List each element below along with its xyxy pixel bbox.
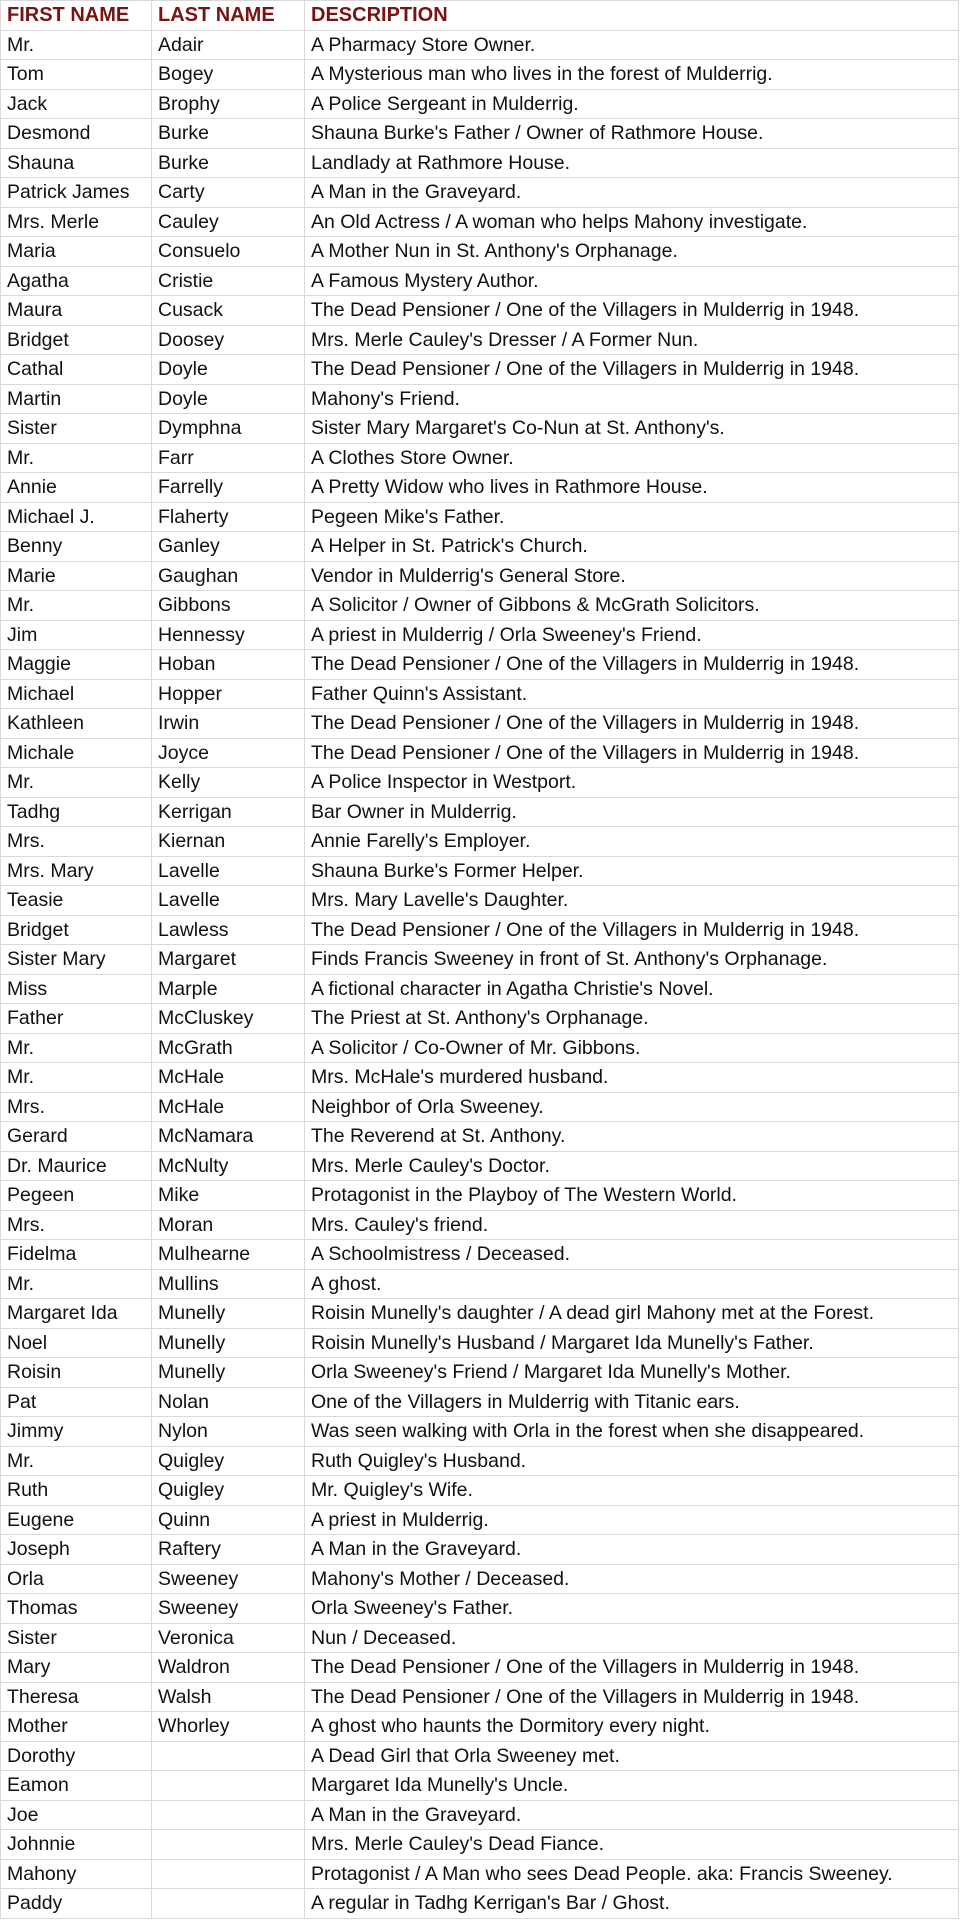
first-name-cell: Theresa [1,1682,152,1712]
description-cell: The Dead Pensioner / One of the Villagers in Mulderrig in 1948. [305,296,959,326]
description-cell: Annie Farelly's Employer. [305,827,959,857]
first-name-cell: Miss [1,974,152,1004]
table-row [1,1771,959,1801]
table-row [1,738,959,768]
last-name-cell: Sweeney [152,1564,305,1594]
first-name-cell: Mr. [1,443,152,473]
first-name-cell: Mr. [1,768,152,798]
table-row [1,1240,959,1270]
description-cell: Neighbor of Orla Sweeney. [305,1092,959,1122]
last-name-cell: Farr [152,443,305,473]
table-row [1,679,959,709]
last-name-cell: McNamara [152,1122,305,1152]
description-cell: Orla Sweeney's Father. [305,1594,959,1624]
last-name-cell: Lavelle [152,856,305,886]
description-cell: A Famous Mystery Author. [305,266,959,296]
last-name-cell: Cusack [152,296,305,326]
first-name-cell: Maria [1,237,152,267]
first-name-cell: Fidelma [1,1240,152,1270]
table-row [1,768,959,798]
description-cell: A priest in Mulderrig. [305,1505,959,1535]
table-row [1,1830,959,1860]
last-name-cell [152,1800,305,1830]
first-name-cell: Margaret Ida [1,1299,152,1329]
table-row [1,1535,959,1565]
description-cell: Finds Francis Sweeney in front of St. Anthony's Orphanage. [305,945,959,975]
description-cell: Mrs. McHale's murdered husband. [305,1063,959,1093]
description-cell: Mrs. Merle Cauley's Dead Fiance. [305,1830,959,1860]
first-name-cell: Marie [1,561,152,591]
description-cell: A Mother Nun in St. Anthony's Orphanage. [305,237,959,267]
description-cell: A Dead Girl that Orla Sweeney met. [305,1741,959,1771]
description-cell: A Clothes Store Owner. [305,443,959,473]
first-name-cell: Jimmy [1,1417,152,1447]
first-name-cell: Sister Mary [1,945,152,975]
description-cell: A priest in Mulderrig / Orla Sweeney's Friend. [305,620,959,650]
table-row [1,561,959,591]
last-name-cell [152,1830,305,1860]
last-name-cell: Lavelle [152,886,305,916]
description-cell: The Reverend at St. Anthony. [305,1122,959,1152]
description-cell: Orla Sweeney's Friend / Margaret Ida Munelly's Mother. [305,1358,959,1388]
last-name-cell: McHale [152,1092,305,1122]
last-name-cell: McCluskey [152,1004,305,1034]
last-name-cell [152,1741,305,1771]
first-name-cell: Mr. [1,1063,152,1093]
table-row [1,1387,959,1417]
first-name-cell: Annie [1,473,152,503]
last-name-cell: Cauley [152,207,305,237]
table-row [1,1299,959,1329]
first-name-cell: Paddy [1,1889,152,1919]
table-row [1,89,959,119]
table-row [1,797,959,827]
last-name-cell: Burke [152,148,305,178]
table-row [1,1210,959,1240]
description-cell: Pegeen Mike's Father. [305,502,959,532]
last-name-cell: Waldron [152,1653,305,1683]
first-name-cell: Mrs. Merle [1,207,152,237]
first-name-cell: Mr. [1,1269,152,1299]
table-row [1,414,959,444]
first-name-cell: Maggie [1,650,152,680]
description-cell: Mrs. Cauley's friend. [305,1210,959,1240]
table-row [1,1623,959,1653]
table-row [1,384,959,414]
description-cell: Protagonist / A Man who sees Dead People. aka: Francis Sweeney. [305,1859,959,1889]
last-name-cell: Moran [152,1210,305,1240]
description-cell: Mrs. Mary Lavelle's Daughter. [305,886,959,916]
first-name-cell: Agatha [1,266,152,296]
header-row [1,1,959,31]
last-name-cell: Quigley [152,1476,305,1506]
description-cell: Mahony's Mother / Deceased. [305,1564,959,1594]
first-name-cell: Tom [1,60,152,90]
first-name-cell: Roisin [1,1358,152,1388]
description-cell: The Dead Pensioner / One of the Villagers in Mulderrig in 1948. [305,650,959,680]
first-name-cell: Eugene [1,1505,152,1535]
first-name-cell: Thomas [1,1594,152,1624]
description-cell: Mahony's Friend. [305,384,959,414]
description-cell: A Man in the Graveyard. [305,1800,959,1830]
table-row [1,1004,959,1034]
description-cell: Margaret Ida Munelly's Uncle. [305,1771,959,1801]
description-cell: A Helper in St. Patrick's Church. [305,532,959,562]
last-name-cell: Veronica [152,1623,305,1653]
description-cell: A Solicitor / Co-Owner of Mr. Gibbons. [305,1033,959,1063]
description-cell: One of the Villagers in Mulderrig with Titanic ears. [305,1387,959,1417]
first-name-cell: Johnnie [1,1830,152,1860]
last-name-cell: Kerrigan [152,797,305,827]
last-name-cell: Burke [152,119,305,149]
description-cell: Shauna Burke's Former Helper. [305,856,959,886]
first-name-cell: Bridget [1,325,152,355]
last-name-cell: Flaherty [152,502,305,532]
table-row [1,443,959,473]
first-name-cell: Cathal [1,355,152,385]
table-row [1,237,959,267]
description-cell: The Dead Pensioner / One of the Villagers in Mulderrig in 1948. [305,709,959,739]
description-cell: Father Quinn's Assistant. [305,679,959,709]
table-row [1,178,959,208]
first-name-cell: Noel [1,1328,152,1358]
table-row [1,1889,959,1919]
description-cell: Roisin Munelly's daughter / A dead girl Mahony met at the Forest. [305,1299,959,1329]
table-row [1,1653,959,1683]
description-cell: A Mysterious man who lives in the forest of Mulderrig. [305,60,959,90]
last-name-cell: Brophy [152,89,305,119]
last-name-cell: Quigley [152,1446,305,1476]
first-name-cell: Mr. [1,30,152,60]
table-row [1,886,959,916]
last-name-cell: Farrelly [152,473,305,503]
table-row [1,502,959,532]
description-cell: Mrs. Merle Cauley's Doctor. [305,1151,959,1181]
description-cell: A Police Inspector in Westport. [305,768,959,798]
table-body [1,30,959,1918]
first-name-cell: Martin [1,384,152,414]
table-row [1,1594,959,1624]
description-cell: Protagonist in the Playboy of The Western World. [305,1181,959,1211]
first-name-cell: Kathleen [1,709,152,739]
first-name-cell: Desmond [1,119,152,149]
first-name-cell: Mr. [1,1446,152,1476]
table-row [1,1063,959,1093]
description-cell: The Priest at St. Anthony's Orphanage. [305,1004,959,1034]
last-name-cell: Hoban [152,650,305,680]
last-name-cell: Marple [152,974,305,1004]
first-name-cell: Benny [1,532,152,562]
first-name-cell: Gerard [1,1122,152,1152]
first-name-cell: Patrick James [1,178,152,208]
table-row [1,1505,959,1535]
first-name-cell: Shauna [1,148,152,178]
last-name-cell: Consuelo [152,237,305,267]
description-cell: Landlady at Rathmore House. [305,148,959,178]
first-name-cell: Michael J. [1,502,152,532]
table-row [1,709,959,739]
description-cell: An Old Actress / A woman who helps Mahony investigate. [305,207,959,237]
first-name-cell: Tadhg [1,797,152,827]
description-cell: A ghost. [305,1269,959,1299]
last-name-cell: Lawless [152,915,305,945]
table-row [1,1417,959,1447]
first-name-cell: Mrs. Mary [1,856,152,886]
last-name-cell: Raftery [152,1535,305,1565]
last-name-cell: Munelly [152,1358,305,1388]
last-name-cell: McGrath [152,1033,305,1063]
first-name-cell: Mr. [1,1033,152,1063]
last-name-cell: Munelly [152,1299,305,1329]
last-name-cell: Doyle [152,384,305,414]
last-name-cell: Quinn [152,1505,305,1535]
first-name-cell: Orla [1,1564,152,1594]
description-cell: The Dead Pensioner / One of the Villagers in Mulderrig in 1948. [305,355,959,385]
first-name-cell: Mrs. [1,1092,152,1122]
table-row [1,355,959,385]
last-name-cell: Mullins [152,1269,305,1299]
last-name-cell: Whorley [152,1712,305,1742]
last-name-cell: Dymphna [152,414,305,444]
last-name-cell: Joyce [152,738,305,768]
first-name-cell: Joe [1,1800,152,1830]
table-row [1,473,959,503]
first-name-cell: Mrs. [1,1210,152,1240]
last-name-cell: Doosey [152,325,305,355]
last-name-cell: Nylon [152,1417,305,1447]
last-name-cell: Hennessy [152,620,305,650]
table-row [1,296,959,326]
table-row [1,1741,959,1771]
last-name-cell: Hopper [152,679,305,709]
table-row [1,915,959,945]
table-row [1,266,959,296]
last-name-cell [152,1771,305,1801]
table-row [1,827,959,857]
header-first-name: FIRST NAME [1,1,152,31]
last-name-cell: Kiernan [152,827,305,857]
table-row [1,1358,959,1388]
table-row [1,1328,959,1358]
description-cell: Mr. Quigley's Wife. [305,1476,959,1506]
last-name-cell: Cristie [152,266,305,296]
table-row [1,591,959,621]
first-name-cell: Sister [1,414,152,444]
table-row [1,119,959,149]
description-cell: The Dead Pensioner / One of the Villagers in Mulderrig in 1948. [305,738,959,768]
table-row [1,1269,959,1299]
description-cell: Nun / Deceased. [305,1623,959,1653]
first-name-cell: Dr. Maurice [1,1151,152,1181]
table-row [1,620,959,650]
last-name-cell: Bogey [152,60,305,90]
last-name-cell: McNulty [152,1151,305,1181]
last-name-cell: Sweeney [152,1594,305,1624]
last-name-cell: McHale [152,1063,305,1093]
description-cell: A Police Sergeant in Mulderrig. [305,89,959,119]
first-name-cell: Michale [1,738,152,768]
table-row [1,1151,959,1181]
description-cell: Was seen walking with Orla in the forest when she disappeared. [305,1417,959,1447]
last-name-cell: Doyle [152,355,305,385]
description-cell: Ruth Quigley's Husband. [305,1446,959,1476]
table-row [1,1092,959,1122]
description-cell: The Dead Pensioner / One of the Villagers in Mulderrig in 1948. [305,915,959,945]
last-name-cell: Mulhearne [152,1240,305,1270]
description-cell: A Pharmacy Store Owner. [305,30,959,60]
table-row [1,1446,959,1476]
description-cell: Shauna Burke's Father / Owner of Rathmore House. [305,119,959,149]
description-cell: A Schoolmistress / Deceased. [305,1240,959,1270]
last-name-cell: Mike [152,1181,305,1211]
table-row [1,1122,959,1152]
last-name-cell: Adair [152,30,305,60]
table-row [1,650,959,680]
first-name-cell: Dorothy [1,1741,152,1771]
table-row [1,1800,959,1830]
table-row [1,1859,959,1889]
table-row [1,1564,959,1594]
table-row [1,1712,959,1742]
table-row [1,325,959,355]
first-name-cell: Sister [1,1623,152,1653]
description-cell: Vendor in Mulderrig's General Store. [305,561,959,591]
first-name-cell: Mrs. [1,827,152,857]
last-name-cell: Ganley [152,532,305,562]
description-cell: Mrs. Merle Cauley's Dresser / A Former Nun. [305,325,959,355]
table-row [1,148,959,178]
header-description: DESCRIPTION [305,1,959,31]
description-cell: Bar Owner in Mulderrig. [305,797,959,827]
table-row [1,207,959,237]
description-cell: A Man in the Graveyard. [305,1535,959,1565]
table-row [1,1033,959,1063]
table-row [1,856,959,886]
table-row [1,60,959,90]
last-name-cell [152,1889,305,1919]
header-last-name: LAST NAME [152,1,305,31]
table-row [1,1476,959,1506]
last-name-cell: Margaret [152,945,305,975]
table-row [1,1181,959,1211]
last-name-cell: Kelly [152,768,305,798]
description-cell: The Dead Pensioner / One of the Villagers in Mulderrig in 1948. [305,1682,959,1712]
description-cell: A fictional character in Agatha Christie's Novel. [305,974,959,1004]
first-name-cell: Pat [1,1387,152,1417]
last-name-cell: Nolan [152,1387,305,1417]
last-name-cell: Gibbons [152,591,305,621]
first-name-cell: Mother [1,1712,152,1742]
first-name-cell: Mahony [1,1859,152,1889]
first-name-cell: Joseph [1,1535,152,1565]
first-name-cell: Mary [1,1653,152,1683]
description-cell: Roisin Munelly's Husband / Margaret Ida Munelly's Father. [305,1328,959,1358]
description-cell: Sister Mary Margaret's Co-Nun at St. Anthony's. [305,414,959,444]
table-row [1,30,959,60]
table-row [1,532,959,562]
first-name-cell: Eamon [1,1771,152,1801]
description-cell: A Pretty Widow who lives in Rathmore House. [305,473,959,503]
first-name-cell: Pegeen [1,1181,152,1211]
description-cell: A Solicitor / Owner of Gibbons & McGrath Solicitors. [305,591,959,621]
first-name-cell: Maura [1,296,152,326]
last-name-cell: Walsh [152,1682,305,1712]
last-name-cell [152,1859,305,1889]
last-name-cell: Irwin [152,709,305,739]
first-name-cell: Teasie [1,886,152,916]
first-name-cell: Jack [1,89,152,119]
table-row [1,1682,959,1712]
last-name-cell: Munelly [152,1328,305,1358]
description-cell: A ghost who haunts the Dormitory every night. [305,1712,959,1742]
last-name-cell: Gaughan [152,561,305,591]
last-name-cell: Carty [152,178,305,208]
first-name-cell: Bridget [1,915,152,945]
first-name-cell: Mr. [1,591,152,621]
table-header [1,1,959,31]
table-row [1,974,959,1004]
description-cell: The Dead Pensioner / One of the Villagers in Mulderrig in 1948. [305,1653,959,1683]
first-name-cell: Jim [1,620,152,650]
description-cell: A Man in the Graveyard. [305,178,959,208]
first-name-cell: Father [1,1004,152,1034]
first-name-cell: Michael [1,679,152,709]
description-cell: A regular in Tadhg Kerrigan's Bar / Ghost. [305,1889,959,1919]
table-row [1,945,959,975]
first-name-cell: Ruth [1,1476,152,1506]
